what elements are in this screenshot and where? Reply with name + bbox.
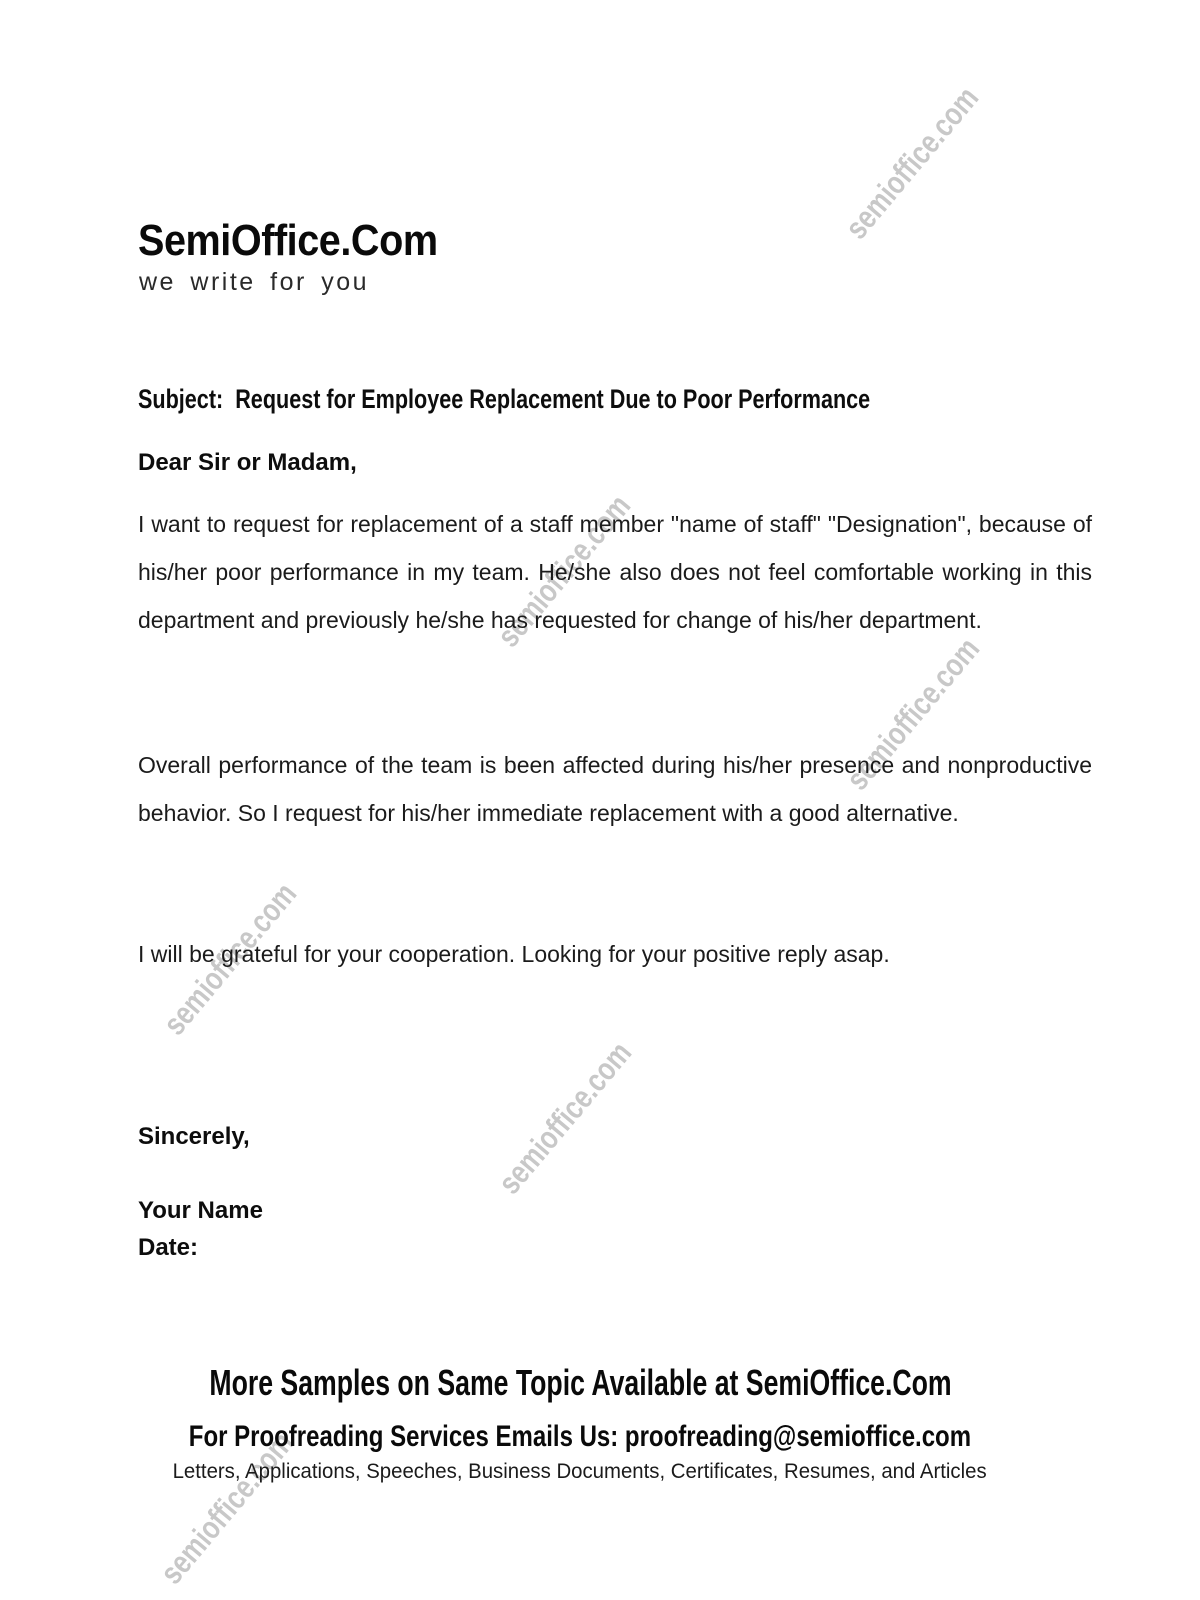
footer-proofreading-email: For Proofreading Services Emails Us: proofreading@semioffice.com [188, 1420, 972, 1453]
body-paragraph-3: I will be grateful for your cooperation. Looking for your positive reply asap. [138, 941, 890, 967]
footer-proofreading-row [0, 1420, 1160, 1453]
footer-samples-note: More Samples on Same Topic Available at SemiOffice.Com [208, 1362, 952, 1403]
logo-tagline: we write for you [139, 268, 370, 296]
footer-services-row [0, 1459, 1160, 1484]
body-paragraph-1: I want to request for replacement of a staff member "name of staff" "Designation", because of his/her poor performance in my team. He/she also does not feel comfortable working in this department and previously he/she has requested for change of his/her department. [138, 511, 1092, 633]
watermark-text: semioffice.com [490, 1034, 639, 1201]
watermark-text: semioffice.com [489, 487, 638, 654]
logo-title: SemiOffice.Com [138, 216, 438, 265]
subject-line: Subject: Request for Employee Replacement Due to Poor Performance [138, 384, 871, 414]
footer-services-list: Letters, Applications, Speeches, Business Documents, Certificates, Resumes, and Articles [172, 1460, 988, 1483]
closing-salutation: Sincerely, [138, 1123, 250, 1150]
footer-samples-row [0, 1363, 1160, 1403]
salutation: Dear Sir or Madam, [138, 449, 357, 476]
watermark-text: semioffice.com [837, 79, 986, 246]
body-paragraph-2: Overall performance of the team is been affected during his/her presence and nonproductive behavior. So I request for his/her immediate replacement with a good alternative. [138, 752, 1092, 826]
watermark-text: semioffice.com [152, 1424, 301, 1591]
signature-date: Date: [138, 1234, 199, 1261]
watermark-text: semioffice.com [155, 875, 304, 1042]
watermark-text: semioffice.com [838, 630, 987, 797]
signature-name: Your Name [138, 1197, 263, 1224]
